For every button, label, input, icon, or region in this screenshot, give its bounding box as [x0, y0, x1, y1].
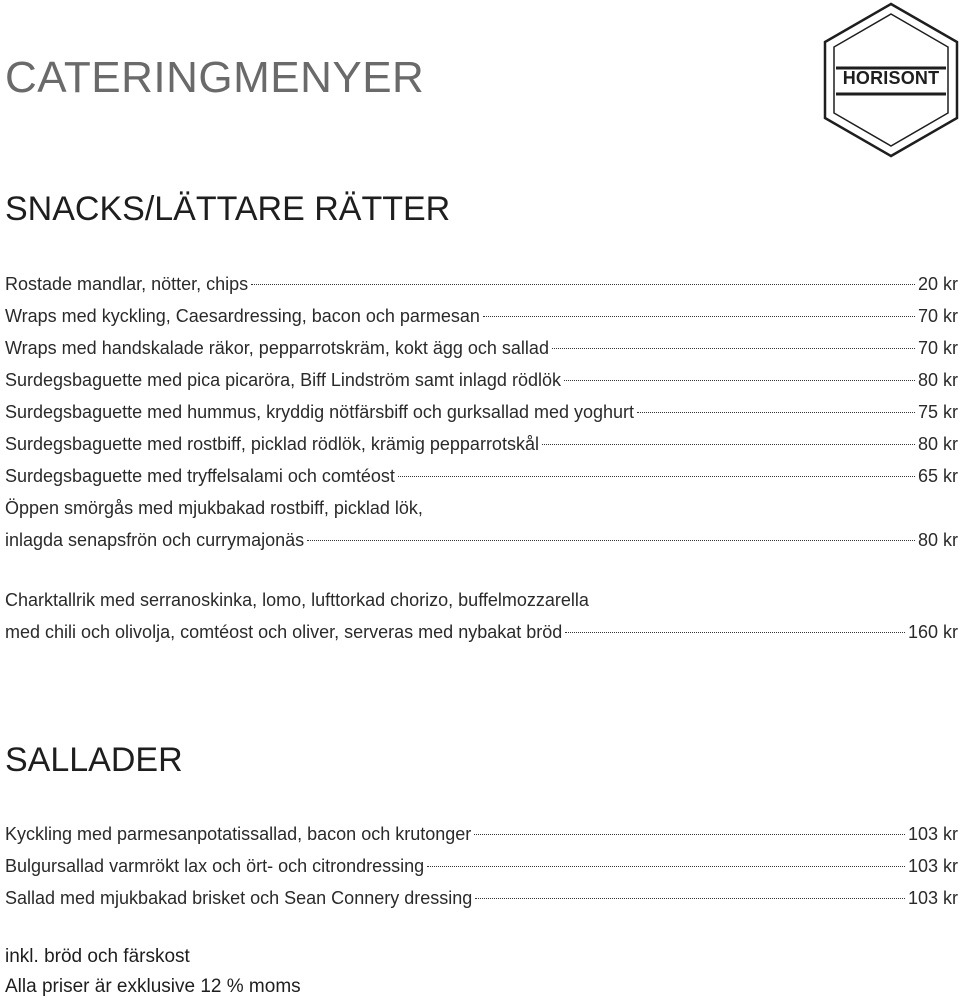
menu-item-line — [5, 584, 958, 616]
dot-leader — [565, 632, 905, 633]
item-price: 65 kr — [917, 466, 958, 486]
item-name: Surdegsbaguette med rostbiff, picklad rödlök, krämig pepparrotskål — [5, 434, 539, 454]
item-price: 80 kr — [917, 530, 958, 550]
item-price: 75 kr — [917, 402, 958, 422]
dot-leader — [483, 316, 915, 317]
logo-text: HORISONT — [842, 68, 940, 88]
item-price: 160 kr — [907, 622, 958, 642]
salads-list — [5, 818, 958, 914]
item-name: Wraps med kyckling, Caesardressing, bacon och parmesan — [5, 306, 480, 326]
page-title: CATERINGMENYER — [5, 53, 425, 102]
item-name: med chili och olivolja, comtéost och oliver, serveras med nybakat bröd — [5, 622, 563, 642]
note-bread: inkl. bröd och färskost — [5, 946, 190, 967]
footnotes — [5, 942, 301, 1002]
item-name: Surdegsbaguette med hummus, kryddig nötfärsbiff och gurksallad med yoghurt — [5, 402, 635, 422]
menu-item — [5, 428, 958, 460]
item-name-line1: Öppen smörgås med mjukbakad rostbiff, picklad lök, — [5, 498, 423, 518]
item-name: Surdegsbaguette med pica picaröra, Biff Lindström samt inlagd rödlök — [5, 370, 561, 390]
dot-leader — [475, 898, 905, 899]
dot-leader — [307, 540, 915, 541]
horisont-logo — [822, 2, 960, 158]
note-vat: Alla priser är exklusive 12 % moms — [5, 976, 301, 997]
item-name: Kyckling med parmesanpotatissallad, bacon och krutonger — [5, 824, 472, 844]
item-name: Bulgursallad varmrökt lax och ört- och citrondressing — [5, 856, 425, 876]
dot-leader — [474, 834, 905, 835]
salads-section-title: SALLADER — [5, 741, 183, 779]
dot-leader — [552, 348, 915, 349]
item-price: 70 kr — [917, 306, 958, 326]
menu-item — [5, 460, 958, 492]
platter-name-line1: Charktallrik med serranoskinka, lomo, lufttorkad chorizo, buffelmozzarella — [5, 590, 589, 610]
menu-item — [5, 616, 958, 648]
menu-item — [5, 396, 958, 428]
item-name: Rostade mandlar, nötter, chips — [5, 274, 249, 294]
item-price: 103 kr — [907, 856, 958, 876]
menu-item — [5, 364, 958, 396]
item-name: Sallad med mjukbakad brisket och Sean Connery dressing — [5, 888, 473, 908]
item-price: 80 kr — [917, 434, 958, 454]
dot-leader — [251, 284, 915, 285]
dot-leader — [564, 380, 915, 381]
item-price: 70 kr — [917, 338, 958, 358]
item-price: 103 kr — [907, 824, 958, 844]
dot-leader — [427, 866, 905, 867]
menu-item-line — [5, 492, 958, 524]
item-price: 20 kr — [917, 274, 958, 294]
menu-item — [5, 268, 958, 300]
platter-list — [5, 584, 958, 648]
dot-leader — [542, 444, 915, 445]
menu-item — [5, 882, 958, 914]
item-name: Surdegsbaguette med tryffelsalami och comtéost — [5, 466, 395, 486]
item-name: Wraps med handskalade räkor, pepparrotskräm, kokt ägg och sallad — [5, 338, 549, 358]
dot-leader — [398, 476, 915, 477]
item-price: 80 kr — [917, 370, 958, 390]
snacks-section-title: SNACKS/LÄTTARE RÄTTER — [5, 190, 451, 228]
menu-item — [5, 818, 958, 850]
menu-item — [5, 332, 958, 364]
dot-leader — [637, 412, 915, 413]
menu-item — [5, 850, 958, 882]
snacks-list — [5, 268, 958, 556]
menu-item — [5, 300, 958, 332]
item-name: inlagda senapsfrön och currymajonäs — [5, 530, 305, 550]
item-price: 103 kr — [907, 888, 958, 908]
menu-item — [5, 524, 958, 556]
